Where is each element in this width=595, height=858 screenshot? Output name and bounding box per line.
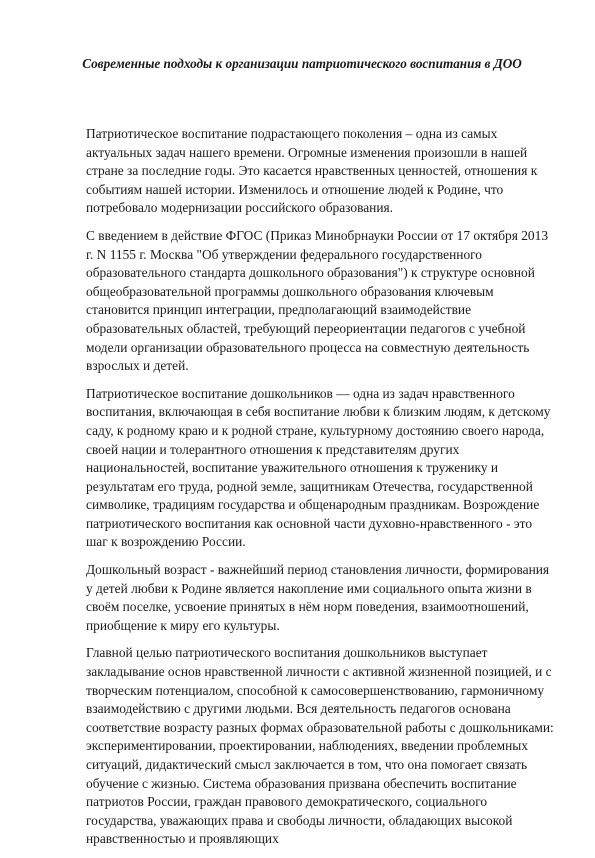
paragraph-4: Дошкольный возраст - важнейший период становления личности, формирования у детей любви к Родине является накопление ими социального опыта жизни в своём поселке, усвоение принятых в нём норм поведения, взаимоотношений, приобщение к миру его культуры.	[86, 562, 550, 633]
paragraph-1: Патриотическое воспитание подрастающего поколения – одна из самых актуальных задач нашего времени. Огромные изменения произошли в нашей стране за последние годы. Это касается нравственных ценностей, отношения к событиям нашей истории. Изменилось и отношение людей к Родине, что потребовало модернизации российского образования.	[86, 126, 538, 216]
paragraph-5: Главной целью патриотического воспитания дошкольников выступает закладывание основ нравственной личности с активной жизненной позицией, и с творческим потенциалом, способной к самосовершенствованию, гармоничному взаимодействию с другими людьми. Вся деятельность педагогов основана соответствие возрасту разных формах образовательной работы с дошкольниками: экспериментировании, проектировании, наблюдениях, введении проблемных ситуаций, дидактический смысл заключается в том, что она помогает связать обучение с жизнью. Система образования призвана обеспечить воспитание патриотов России, граждан правового демократического, социального государства, уважающих права и свободы личности, обладающих высокой нравственностью и проявляющих	[86, 645, 554, 847]
paragraph-2: С введением в действие ФГОС (Приказ Минобрнауки России от 17 октября 2013 г. N 1155 г. Москва "Об утверждении федерального государственного образовательного стандарта дошкольного образования") к структуре основной общеобразовательной программы дошкольного образования ключевым становится принцип интеграции, предполагающий взаимодействие образовательных областей, требующий переориентации педагогов с учебной модели организации образовательного процесса на совместную деятельность взрослых и детей.	[86, 227, 549, 374]
document-body	[86, 125, 556, 858]
paragraph-3: Патриотическое воспитание дошкольников — одна из задач нравственного воспитания, включающая в себя воспитание любви к близким людям, к детскому саду, к родному краю и к родной стране, культурному достоянию своего народа, своей нации и толерантного отношения к представителям других национальностей, воспитание уважительного отношения к труженику и результатам его труда, родной земле, защитникам Отечества, государственной символике, традициям государства и общенародным праздникам. Возрождение патриотического воспитания как основной части духовно-нравственного - это шаг к возрождению России.	[86, 385, 551, 550]
document-title: Современные подходы к организации патриотического воспитания в ДОО	[82, 56, 522, 71]
